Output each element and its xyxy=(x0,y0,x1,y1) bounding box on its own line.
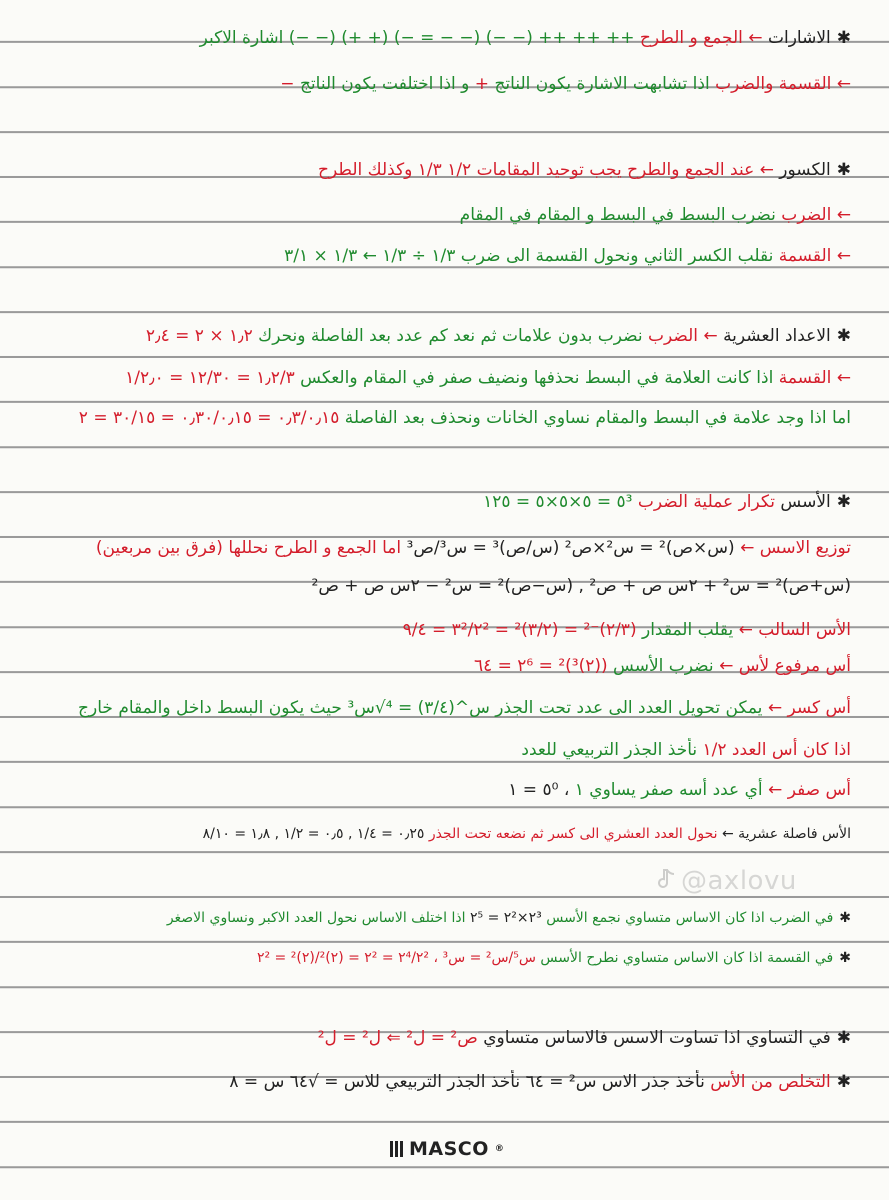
line-divide-same-base: ✱في القسمة اذا كان الاساس متساوي نطرح الأسس س⁵/س² = س³ ، ٢⁴/٢² = ٢² = (٢)²/(٢)² = ٢² xyxy=(256,950,851,966)
brand-logo: MASCO ® xyxy=(390,1138,504,1160)
line-power-of-power: أس مرفوع لأس ← نضرب الأسس ((٢)³)² = ٢⁶ = ٦٤ xyxy=(473,656,851,676)
star-bullet: ✱ xyxy=(836,1072,851,1092)
line-negative-exponent: الأس السالب ← يقلب المقدار (٢/٣)⁻² = (٣/٢)² = ٣²/٢² = ٩/٤ xyxy=(402,620,851,640)
line-decimal-both: اما اذا وجد علامة في البسط والمقام نساوي الخانات ونحذف بعد الفاصلة ٠٫٣/٠٫١٥ = ٠٫٣٠/٠٫١٥ = ٣٠/١٥ = ٢ xyxy=(78,408,851,428)
watermark: @axlovu xyxy=(655,866,797,896)
line-decimal-exponent: الأس فاصلة عشرية ← نحول العدد العشري الى كسر ثم نضعه تحت الجذر ٠٫٢٥ = ١/٤ , ٠٫٥ = ١/٢ , ١٫٨ = ٨/١٠ xyxy=(202,826,851,842)
line-decimal-divide: ← القسمة اذا كانت العلامة في البسط نحذفها ونضيف صفر في المقام والعكس ١٫٢/٣ = ١٢/٣٠ = ١/٢٫٠ xyxy=(125,368,851,388)
star-bullet: ✱ xyxy=(836,326,851,346)
line-signs: ✱الاشارات ← الجمع و الطرح ++ ++ ++ (− −) (− − = −) (+ +) (− −) اشارة الاكبر xyxy=(199,28,851,48)
line-square-expansion: (س+ص)² = س² + ٢س ص + ص² , (س−ص)² = س² − ٢س ص + ص² xyxy=(311,576,851,596)
music-note-icon xyxy=(655,868,675,892)
line-exponents: ✱الأسس تكرار عملية الضرب ٥³ = ٥×٥×٥ = ١٢٥ xyxy=(483,492,851,512)
line-half-exponent: اذا كان أس العدد ١/٢ نأخذ الجذر التربيعي للعدد xyxy=(521,740,851,760)
star-bullet: ✱ xyxy=(839,950,851,966)
logo-bars-icon xyxy=(390,1141,403,1157)
star-bullet: ✱ xyxy=(836,1028,851,1048)
line-remove-exponent: ✱التخلص من الأس نأخذ جذر الاس س² = ٦٤ نأخذ الجذر التربيعي للاس = √٦٤ س = ٨ xyxy=(229,1072,851,1092)
line-mult-div-signs: ← القسمة والضرب اذا تشابهت الاشارة يكون الناتج + و اذا اختلفت يكون الناتج − xyxy=(280,74,851,94)
line-multiply-same-base: ✱في الضرب اذا كان الاساس متساوي نجمع الأسس ٢³×٢² = ٢⁵ اذا اختلف الاساس نحول العدد الاكبر ونساوي الاصغر xyxy=(166,910,851,926)
line-decimals: ✱الاعداد العشرية ← الضرب نضرب بدون علامات ثم نعد كم عدد بعد الفاصلة ونحرك ١٫٢ × ٢ = ٢٫٤ xyxy=(145,326,851,346)
star-bullet: ✱ xyxy=(836,28,851,48)
line-fractional-exponent: أس كسر ← يمكن تحويل العدد الى عدد تحت الجذر س^(٣/٤) = ⁴√س³ حيث يكون البسط داخل والمقام خارج xyxy=(78,698,851,718)
star-bullet: ✱ xyxy=(836,160,851,180)
line-fraction-divide: ← القسمة نقلب الكسر الثاني ونحول القسمة الى ضرب ١/٣ ÷ ١/٣ ← ١/٣ × ٣/١ xyxy=(284,246,851,266)
line-distribute-exponents: توزيع الاسس ← (س×ص)² = س²×ص² (س/ص)³ = س³/ص³ اما الجمع و الطرح نحللها (فرق بين مربعين) xyxy=(95,538,851,558)
line-fractions: ✱الكسور ← عند الجمع والطرح يجب توحيد المقامات ١/٢ ١/٣ وكذلك الطرح xyxy=(318,160,851,180)
line-zero-exponent: أس صفر ← أي عدد أسه صفر يساوي ١ ، ٥⁰ = ١ xyxy=(508,780,851,800)
line-equality: ✱في التساوي اذا تساوت الاسس فالاساس متساوي ص² = ل² ⇐ ل² = ل² xyxy=(317,1028,851,1048)
star-bullet: ✱ xyxy=(836,492,851,512)
line-fraction-multiply: ← الضرب نضرب البسط في البسط و المقام في المقام xyxy=(459,205,851,225)
star-bullet: ✱ xyxy=(839,910,851,926)
